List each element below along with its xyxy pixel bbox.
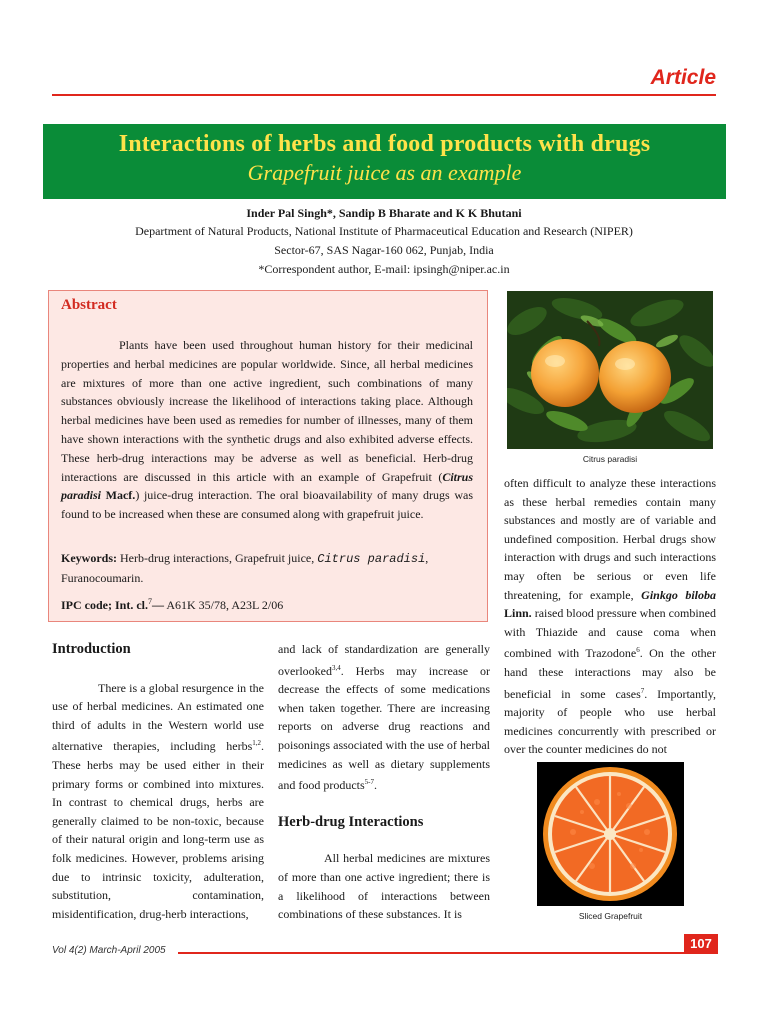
- abstract-authority: Macf.: [105, 488, 136, 503]
- ipc-value: A61K 35/78, A23L 2/06: [166, 598, 284, 612]
- sliced-grapefruit-image: [537, 762, 684, 906]
- affiliation-line-2: Sector-67, SAS Nagar-160 062, Punjab, India: [274, 243, 494, 257]
- ipc-label: IPC code; Int. cl.: [61, 598, 148, 612]
- article-subtitle: Grapefruit juice as an example: [247, 160, 522, 185]
- affiliation-line-1: Department of Natural Products, National Institute of Pharmaceutical Education and Research (NIPER): [135, 224, 633, 238]
- keywords-text-1: Herb-drug interactions, Grapefruit juice,: [120, 551, 315, 565]
- column-2-paragraph-1: [278, 640, 490, 795]
- column-2-citation-1: 3,4: [331, 663, 341, 672]
- column-2-text-1: and lack of standardization are generally overlooked: [278, 642, 490, 678]
- article-title: Interactions of herbs and food products with drugs: [118, 131, 651, 157]
- column-3-authority: Linn.: [504, 606, 532, 621]
- column-3-citation-2: 7: [640, 686, 645, 695]
- keywords-text-2: , Furanocoumarin.: [61, 551, 429, 585]
- column-3-text-3: . On the other hand these interactions may also be beneficial in some cases: [504, 646, 716, 701]
- column-3-text-1: often difficult to analyze these interactions as these herbal remedies contain many substances and mostly are of variable and undefined composition. Herbal drugs show interaction with drugs and such interactions may often be serious or even life threatening, for example,: [504, 476, 716, 602]
- introduction-text-1: There is a global resurgence in the use of herbal medicines. An estimated one third of adults in the Western world use alternative therapies, including herbs: [52, 680, 264, 754]
- sliced-grapefruit-photo: [537, 762, 684, 906]
- keywords-label: Keywords:: [61, 551, 117, 565]
- header-rule: [52, 94, 716, 96]
- grapefruit-tree-image: [507, 291, 713, 449]
- ipc-sup: 7: [148, 597, 152, 606]
- column-2-paragraph-2: All herbal medicines are mixtures of more than one active ingredient; there is a likelihood of interactions between combinations of these substances. It is: [278, 851, 490, 922]
- page-number: 107: [684, 934, 718, 954]
- introduction-citation: 1,2: [252, 739, 261, 748]
- column-3-citation-1: 6: [636, 646, 640, 655]
- introduction-section: [52, 640, 264, 923]
- abstract-species: Citrus paradisi: [61, 469, 473, 503]
- correspondence: *Correspondent author, E-mail: ipsingh@niper.ac.in: [258, 262, 510, 276]
- abstract-text: [61, 336, 473, 524]
- herb-drug-heading: Herb-drug Interactions: [278, 813, 424, 830]
- footer-rule: [178, 952, 686, 954]
- abstract-text-part-1: Plants have been used throughout human history for their medicinal properties and herbal medicines are popular worldwide. Since, all herbal medicines are mixtures of more than one active ingredient, such combinations of many substances obviously increase the likelihood of interactions taking place. Although herbal medicines have been used as remedies for number of illnesses, many of them have shown interactions with the synthetic drugs and also exhibited adverse effects. These herb-drug interactions may be adverse as well as beneficial. Herb-drug interactions are discussed in this article with an example of Grapefruit (: [61, 338, 473, 484]
- column-3-species: Ginkgo biloba: [641, 587, 717, 602]
- abstract-heading: Abstract: [61, 297, 117, 313]
- introduction-text-2: . These herbs may be used either in their primary forms or combined into mixtures. In contrast to chemical drugs, herbs are generally claimed to be non-toxic, because of their natural origin and long-term use as folk medicines. However, problems arising due to intrinsic toxicity, adulteration, substitution, contamination, misidentification, drug-herb interactions,: [52, 739, 264, 921]
- volume-info: Vol 4(2) March-April 2005: [52, 945, 166, 956]
- column-3-text-4: . Importantly, majority of people who use herbal medicines concurrently with prescribed or over the counter medicines do not: [504, 686, 716, 757]
- authors: Inder Pal Singh*, Sandip B Bharate and K K Bhutani: [246, 206, 522, 220]
- ipc-dash: —: [152, 598, 164, 612]
- introduction-heading: Introduction: [52, 641, 131, 657]
- keywords: [61, 549, 473, 588]
- ipc-code: [61, 597, 473, 613]
- column-3-paragraph: [504, 474, 716, 759]
- column-3-text-2: raised blood pressure when combined with Thiazide and cause coma when combined with Trazodone: [504, 606, 716, 661]
- section-tag: Article: [650, 66, 716, 89]
- citrus-paradisi-photo: [507, 291, 713, 449]
- keywords-species: Citrus paradisi: [317, 552, 426, 566]
- column-2-text-2: . Herbs may increase or decrease the effects of some medications when taken together. There are increasing reports on adverse drug reactions and poisonings associated with the use of herbal medicines as well as dietary supplements and food products: [278, 663, 490, 793]
- introduction-paragraph: [52, 679, 264, 924]
- abstract-text-part-2: ) juice-drug interaction. The oral bioavailability of many drugs was found to be increased when these are consumed along with grapefruit juice.: [61, 488, 474, 522]
- column-3: [504, 474, 716, 759]
- sliced-grapefruit-caption: Sliced Grapefruit: [578, 911, 643, 921]
- title-banner: [43, 124, 726, 199]
- column-2: [278, 640, 490, 924]
- column-2-citation-2: 5-7: [364, 778, 374, 787]
- citrus-paradisi-caption: Citrus paradisi: [582, 454, 638, 464]
- column-2-text-3: .: [374, 778, 377, 793]
